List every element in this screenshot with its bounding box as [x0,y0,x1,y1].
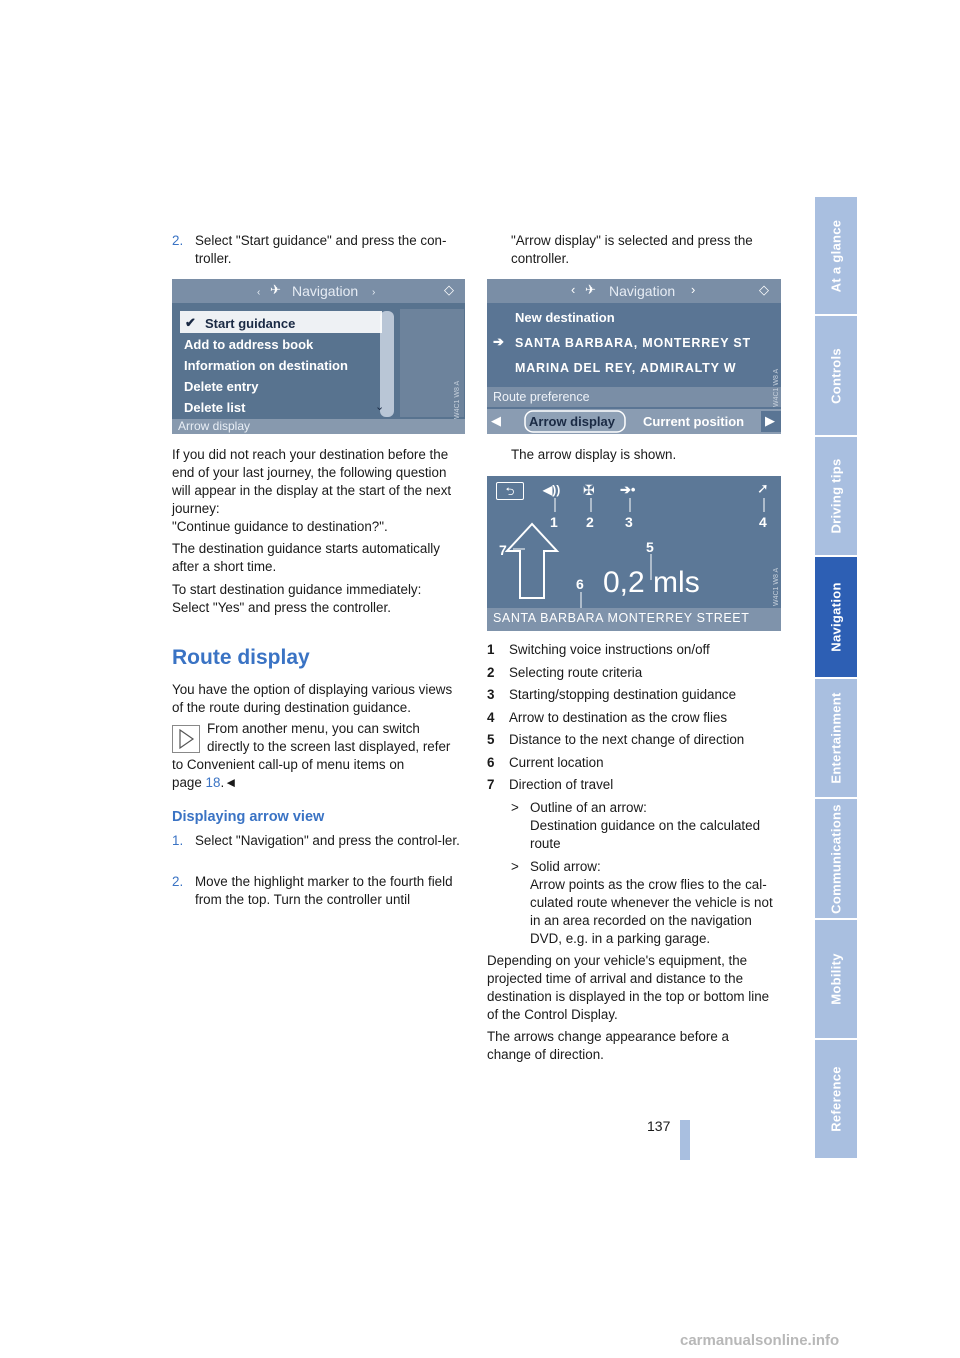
menu-item-info-destination[interactable]: Information on destination [184,358,348,373]
callout-2: 2 [586,514,594,530]
callout-1: 1 [550,514,558,530]
arrow-display-item[interactable]: Arrow display [529,414,615,429]
section-tabs [815,197,857,1160]
navigation-screenshot: ‹ ✈ Navigation › ◇ New destination ➔ SANTA BARBARA, MONTERREY ST MARINA DEL REY, ADMIRALTY W Route preference ◀ Arrow display Current position ▶ W4C1 W8 A [487,279,781,434]
note-line-3: to Convenient call-up of menu items on [172,757,405,772]
list-item: 1 Switching voice instructions on/off [487,642,710,657]
page-number: 137 [647,1118,671,1134]
crow-flies-arrow-icon: ➚ [757,480,769,496]
continue-paragraph: If you did not reach your destination before the end of your last journey, the following question will appear in the display at the start of the next journey: "Continue guidance to destination?". [172,447,452,534]
callout-7: 7 [499,542,507,558]
menu-item-add-address[interactable]: Add to address book [184,337,314,352]
tab-navigation[interactable]: Navigation [815,557,857,679]
destination-marina-del-rey[interactable]: MARINA DEL REY, ADMIRALTY W [515,361,737,375]
menu-item-delete-entry[interactable]: Delete entry [184,379,259,394]
step-start-guidance: 2. Select "Start guidance" and press the con-troller. [172,233,447,266]
destination-santa-barbara[interactable]: SANTA BARBARA, MONTERREY ST [515,336,751,350]
tab-communications[interactable]: Communications [815,799,857,920]
note-page-ref: page 18.◄ [172,775,238,790]
distance-readout: 0,2 mls [603,566,700,599]
start-now-paragraph: To start destination guidance immediately: Select "Yes" and press the controller. [172,582,422,615]
note-line-1: From another menu, you can switch [207,721,420,736]
tab-at-a-glance[interactable]: At a glance [815,197,857,316]
bullet-solid-arrow: > Solid arrow: Arrow points as the crow flies to the cal-culated route whenever the vehicle is not in an area recorded on the navigation DVD, e.g. in a parking garage. [511,859,773,946]
callout-3: 3 [625,514,633,530]
note-icon [172,725,200,753]
list-item: 4 Arrow to destination as the crow flies [487,709,728,725]
compass-icon: ◇ [759,282,769,297]
nav-left-arrow-icon: ‹ [571,282,576,297]
bullet-outline-arrow: > Outline of an arrow: Destination guidance on the calculated route [511,800,761,851]
voice-icon[interactable]: ◀)) [543,483,561,497]
legend-list [487,641,787,799]
route-display-intro: You have the option of displaying various views of the route during destination guidance. [172,682,453,715]
auto-start-paragraph: The destination guidance starts automatically after a short time. [172,541,440,574]
route-criteria-icon[interactable]: ✠ [583,482,595,498]
menu-bottom-arrow-display[interactable]: Arrow display [178,419,251,433]
watermark: carmanualsonline.info [680,1332,840,1349]
nav-header: Navigation [609,283,676,299]
satellite-icon: ✈ [270,282,281,297]
guidance-arrow-icon: ➔ [493,334,504,349]
callout-5: 5 [646,539,654,555]
prev-icon[interactable]: ◀ [491,413,501,428]
menu-item-delete-list[interactable]: Delete list [184,400,246,415]
arrow-display-shown: The arrow display is shown. [511,447,677,462]
list-item: 2 Selecting route criteria [487,664,643,680]
svg-text:‹: ‹ [257,287,261,298]
check-icon: ✔ [185,315,196,330]
subheading-arrow-view: Displaying arrow view [172,809,325,825]
next-icon[interactable]: ▶ [765,413,775,428]
menu-new-destination[interactable]: New destination [515,310,615,325]
step-select-navigation: 1. Select "Navigation" and press the control-ler. [172,833,460,848]
satellite-icon: ✈ [585,282,596,297]
tab-reference[interactable]: Reference [815,1040,857,1160]
page-number-bar [680,1120,690,1160]
list-item: 7 Direction of travel [487,777,614,792]
list-item: 5 Distance to the next change of direction [487,732,745,747]
list-item: 3 Starting/stopping destination guidance [487,687,737,702]
navigation-screen-graphics [487,279,781,434]
arrow-display-graphics [487,476,781,631]
callout-4: 4 [759,514,767,530]
page-link[interactable]: 18 [205,775,221,790]
menu-screenshot: ‹ › ✈ Navigation ◇ ✔ Start guidance Add to address book Information on destination Delete entry Delete list ⌄ Arrow display W4C1 W8 A [172,279,465,434]
current-position-item[interactable]: Current position [643,414,745,429]
route-preference-item[interactable]: Route preference [493,390,590,404]
menu-item-start-guidance[interactable]: Start guidance [205,316,296,331]
note-line-2: directly to the screen last displayed, refer [207,739,451,754]
tab-controls[interactable]: Controls [815,316,857,437]
current-street: SANTA BARBARA MONTERREY STREET [493,611,750,625]
list-item: 6 Current location [487,754,604,770]
step-move-highlight: 2. Move the highlight marker to the fourth field from the top. Turn the controller until [172,874,453,907]
arrow-display-screenshot: ⮌ ◀)) ✠ ➔• ➚ 1 2 3 4 5 6 7 0,2 mls SANTA BARBARA MONTERREY STREET W4C1 W8 A [487,476,781,631]
callout-6: 6 [576,576,584,592]
arrow-display-continued: "Arrow display" is selected and press the controller. [511,233,753,266]
menu-header: Navigation [292,283,359,299]
tab-driving-tips[interactable]: Driving tips [815,437,857,557]
equipment-paragraph: Depending on your vehicle's equipment, the projected time of arrival and distance to the destination is displayed in the top or bottom line of the Control Display. [487,953,770,1022]
svg-text:›: › [372,287,376,298]
scroll-down-icon[interactable]: ⌄ [375,401,385,413]
guidance-icon[interactable]: ➔• [620,482,636,497]
nav-right-arrow-icon: › [691,282,696,297]
compass-icon: ◇ [444,282,454,297]
tab-mobility[interactable]: Mobility [815,920,857,1040]
tab-entertainment[interactable]: Entertainment [815,679,857,799]
back-icon[interactable]: ⮌ [496,482,524,500]
heading-route-display: Route display [172,646,310,669]
arrows-change-paragraph: The arrows change appearance before a change of direction. [487,1029,729,1062]
